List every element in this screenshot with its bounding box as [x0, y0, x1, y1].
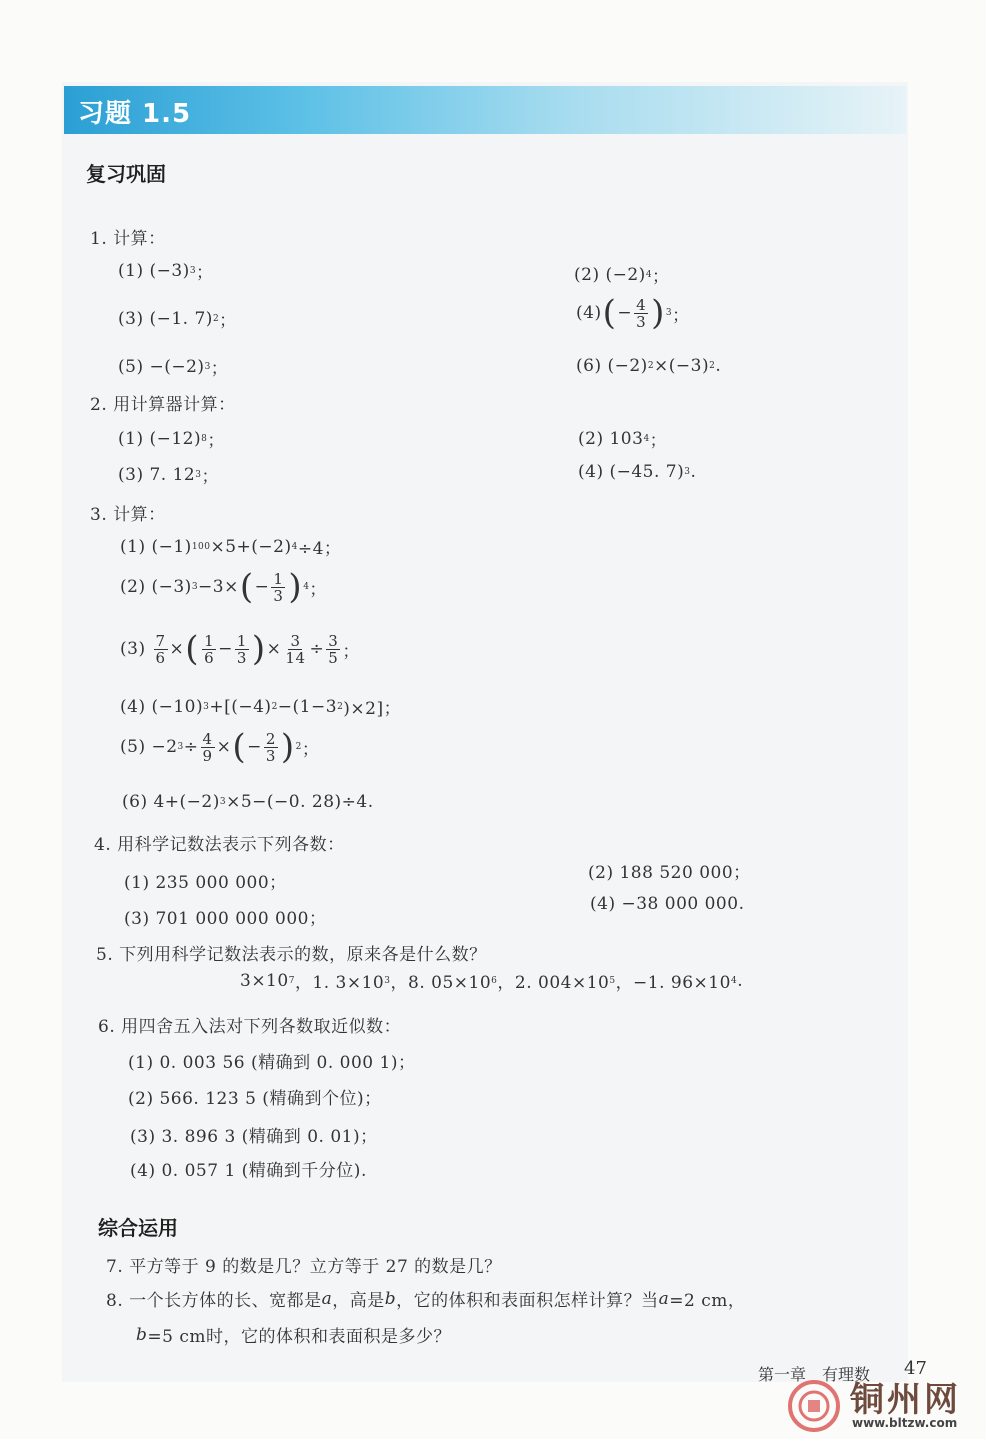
q1-part6: (6) (−2) 2 ×(−3) 2 .	[576, 356, 722, 376]
q6-part3: (3) 3. 896 3 (精确到 0. 01)；	[130, 1127, 378, 1147]
q3-part1: (1) (−1) 100 ×5+(−2) 4 ÷4；	[120, 536, 342, 559]
q6-stem: 6. 用四舍五入法对下列各数取近似数：	[98, 1017, 402, 1037]
q4-part4: (4) −38 000 000.	[590, 894, 745, 914]
exercise-title: 习题 1.5	[78, 99, 192, 129]
q6-part4: (4) 0. 057 1 (精确到千分位).	[130, 1161, 367, 1181]
fraction: $\frac{3}{5}$	[328, 631, 339, 667]
fraction: $\frac{4}{3}$	[636, 295, 647, 331]
exercise-banner	[64, 86, 906, 134]
q3-part5: (5) −2 3 ÷ $\frac{4}{9}$ × ( − $\frac{2}{3}$ ) 2 ；	[120, 727, 320, 767]
q2-part2: (2) 103 4 ；	[578, 428, 668, 451]
q2-stem: 2. 用计算器计算：	[90, 395, 236, 415]
q3-part4: (4) (−10) 3 +[(−4) 2 −(1−3 2 )×2]；	[120, 696, 402, 719]
q1-stem: 1. 计算：	[90, 229, 166, 249]
q2-part3: (3) 7. 12 3 ；	[118, 464, 219, 487]
fraction: $\frac{4}{9}$	[202, 729, 213, 765]
page-number: 47	[904, 1358, 927, 1379]
q1-part1: (1) (−3) 3 ；	[118, 260, 214, 283]
q8-line2: b =5 cm时，它的体积和表面积是多少？	[136, 1324, 451, 1347]
q4-part1: (1) 235 000 000；	[124, 873, 287, 893]
q1-part2: (2) (−2) 4 ；	[574, 264, 670, 287]
q3-part3: (3) $\frac{7}{6}$ × ( $\frac{1}{6}$ − $\frac{1}{3}$ ) × $\frac{3}{14}$ ÷ $\frac{3}{5}$ ；	[120, 629, 360, 669]
q3-part6: (6) 4+(−2) 3 ×5−(−0. 28)÷4.	[122, 792, 374, 812]
q7-text: 7. 平方等于 9 的数是几？立方等于 27 的数是几？	[106, 1257, 502, 1277]
q5-numbers: 3×10 7 ，1. 3×10 3 ，8. 05×10 6 ，2. 004×10 5 ，−1. 96×10 4 .	[240, 970, 744, 993]
q8-line1: 8. 一个长方体的长、宽都是 a ，高是 b ，它的体积和表面积怎样计算？当 a =2 cm，	[106, 1288, 746, 1311]
fraction: $\frac{1}{3}$	[273, 569, 284, 605]
fraction: $\frac{3}{14}$	[285, 631, 306, 667]
fraction: $\frac{7}{6}$	[155, 631, 166, 667]
section-apply: 综合运用	[98, 1216, 178, 1240]
q3-stem: 3. 计算：	[90, 505, 166, 525]
q4-part3: (3) 701 000 000 000；	[124, 909, 327, 929]
q2-part4: (4) (−45. 7) 3 .	[578, 462, 697, 482]
section-review: 复习巩固	[86, 162, 166, 186]
q4-stem: 4. 用科学记数法表示下列各数：	[94, 835, 345, 855]
watermark-logo-icon	[786, 1378, 842, 1434]
q6-part1: (1) 0. 003 56 (精确到 0. 000 1)；	[128, 1053, 416, 1073]
fraction: $\frac{1}{3}$	[236, 631, 247, 667]
fraction: $\frac{1}{6}$	[204, 631, 215, 667]
q1-part5: (5) −(−2) 3 ；	[118, 356, 229, 379]
watermark-url: www.bltzw.com	[852, 1416, 958, 1430]
fraction: $\frac{2}{3}$	[265, 729, 276, 765]
q6-part2: (2) 566. 123 5 (精确到个位)；	[128, 1089, 382, 1109]
watermark-name: 铜州网	[850, 1380, 961, 1420]
q3-part2: (2) (−3) 3 −3× ( − $\frac{1}{3}$ ) 4 ；	[120, 567, 327, 607]
q2-part1: (1) (−12) 8 ；	[118, 428, 225, 451]
q1-part3: (3) (−1. 7) 2 ；	[118, 308, 237, 331]
q1-part4: (4) ( − $\frac{4}{3}$ ) 3 ；	[576, 293, 690, 333]
q5-stem: 5. 下列用科学记数法表示的数，原来各是什么数？	[96, 945, 487, 965]
chapter-footer: 第一章 有理数	[758, 1365, 871, 1384]
q4-part2: (2) 188 520 000；	[588, 863, 751, 883]
